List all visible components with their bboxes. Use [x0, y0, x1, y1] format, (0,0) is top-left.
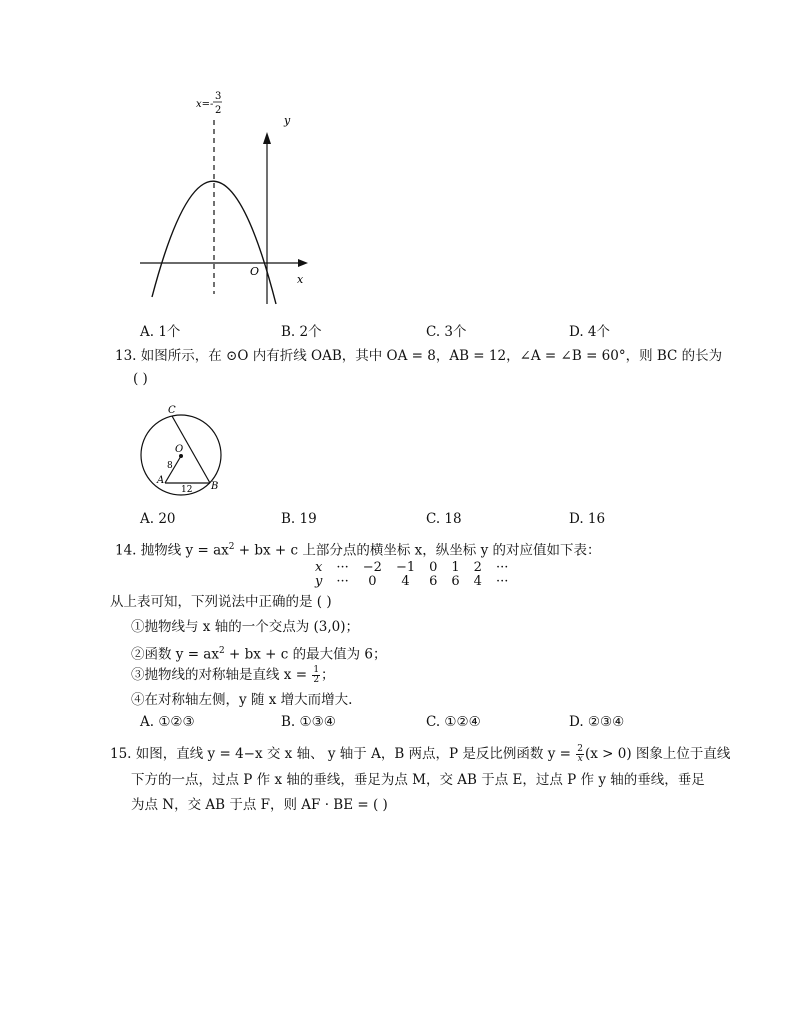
q14-option-b: B. ①③④: [281, 714, 336, 730]
q12-option-b: B. 2个: [281, 324, 322, 340]
y-axis-arrow: [263, 132, 271, 144]
circle-figure: [136, 400, 236, 500]
q14-statement-2: ②函数 $y = ax^2$ + bx + c 的最大值为 6；: [131, 646, 387, 663]
q14-statement-3: ③抛物线的对称轴是直线 x = $\frac{1}{2}$ ；: [131, 665, 335, 685]
q15-line2: 下方的一点，过点 P 作 x 轴的垂线，垂足为点 M，交 AB 于点 E，过点 P 作 y 轴的垂线，垂足: [131, 772, 705, 788]
label-ab-length: 12: [181, 485, 193, 495]
y-axis-label: y: [284, 114, 291, 127]
label-c: C: [168, 405, 176, 416]
axis-equation-num: 3: [215, 91, 222, 102]
origin-label: O: [250, 265, 260, 278]
q14-value-table: [308, 561, 515, 589]
label-oa-length: 8: [167, 461, 173, 471]
x-axis-label: x: [297, 273, 304, 286]
q12-option-c: C. 3个: [426, 324, 467, 340]
table-row-y: y ··· 0 4 6 6 4 ···: [315, 574, 509, 589]
q14-option-a: A. ①②③: [140, 714, 195, 730]
table-row-x: x ··· −2 −1 0 1 2 ···: [315, 560, 509, 575]
q14-option-d: D. ②③④: [569, 714, 625, 730]
q14-lead: 从上表可知，下列说法中正确的是 ( ): [110, 594, 332, 610]
label-a: A: [157, 475, 165, 486]
q13-text-line2: ( ): [133, 371, 148, 387]
q12-option-a: A. 1个: [140, 324, 181, 340]
label-o: O: [175, 444, 184, 455]
axis-equation-den: 2: [215, 105, 222, 116]
q13-text-line1: 13. 如图所示，在 ⊙O 内有折线 OAB，其中 OA = 8，AB = 12，∠A = ∠B = 60°，则 BC 的长为: [115, 348, 723, 364]
q13-option-b: B. 19: [281, 511, 317, 527]
axis-equation-label: x=-: [196, 99, 214, 110]
q13-option-d: D. 16: [569, 511, 606, 527]
q14-statement-4: ④在对称轴左侧，y 随 x 增大而增大.: [131, 692, 353, 708]
q12-option-d: D. 4个: [569, 324, 611, 340]
q15-line1: 15. 如图，直线 y = 4−x 交 x 轴、 y 轴于 A，B 两点，P 是反比例函数 y = $\frac{2}{x}$ (x > 0) 图象上位于直线: [110, 744, 731, 764]
x-axis-arrow: [298, 259, 308, 267]
q13-option-a: A. 20: [140, 511, 176, 527]
q14-text: 14. 抛物线 $y = ax^2$ + bx + c 上部分点的横坐标 x，纵坐标 y 的对应值如下表：: [115, 542, 601, 559]
q13-option-c: C. 18: [426, 511, 462, 527]
q14-statement-1: ①抛物线与 x 轴的一个交点为 (3,0)；: [131, 619, 359, 635]
parabola-figure: [130, 82, 320, 312]
q15-line3: 为点 N，交 AB 于点 F，则 AF · BE = ( ): [131, 797, 388, 813]
q14-option-c: C. ①②④: [426, 714, 481, 730]
label-b: B: [211, 481, 219, 492]
